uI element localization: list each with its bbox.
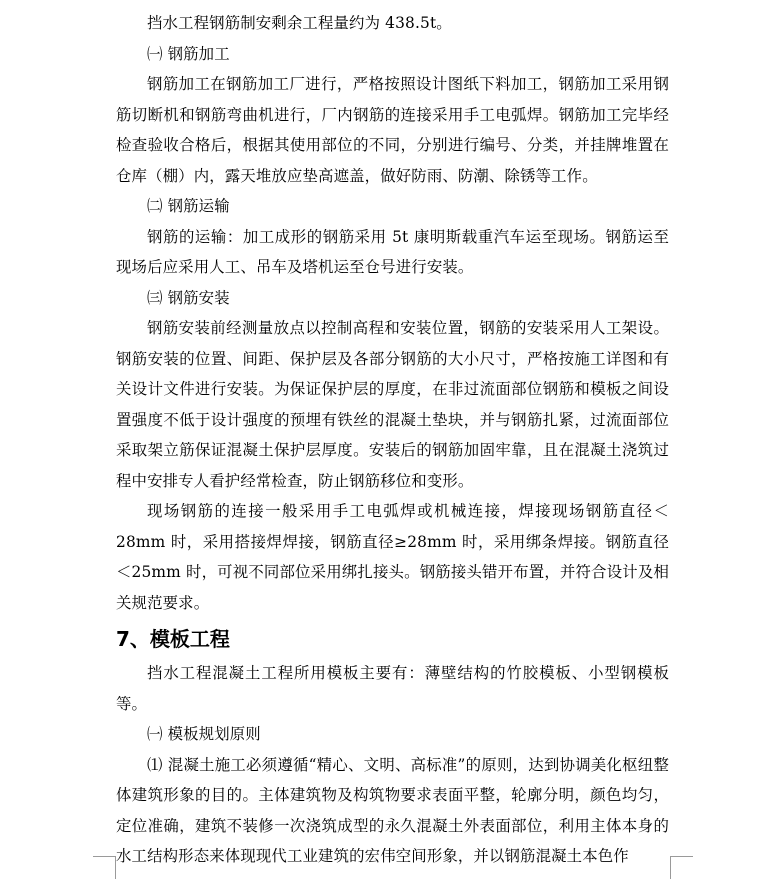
section-heading-formwork: 7、模板工程: [116, 627, 230, 651]
paragraph-formwork-principle-1: ⑴ 混凝土施工必须遵循“精心、文明、高标准”的原则，达到协调美化枢纽整体建筑形象的目的。主体建筑物及构筑物要求表面平整，轮廓分明，颜色均匀，定位准确，建筑不装修一次浇筑成型的永久混凝土外表面部位，利用主体本身的水工结构形态来体现现代工业建筑的宏伟空间形象，并以钢筋混凝土本色作: [116, 755, 669, 865]
subheading-rebar-transport: ㈡ 钢筋运输: [147, 197, 230, 215]
document-body: [116, 8, 669, 872]
subheading-rebar-installation: ㈢ 钢筋安装: [147, 288, 230, 307]
paragraph-rebar-transport: 钢筋的运输：加工成形的钢筋采用 5t 康明斯载重汽车运至现场。钢筋运至现场后应采用人工、吊车及塔机运至仓号进行安装。: [116, 227, 669, 276]
paragraph-rebar-quantity: 挡水工程钢筋制安剩余工程量约为 438.5t。: [147, 14, 452, 32]
paragraph-rebar-installation: 钢筋安装前经测量放点以控制高程和安装位置，钢筋的安装采用人工架设。钢筋安装的位置、间距、保护层及各部分钢筋的大小尺寸，严格按施工详图和有关设计文件进行安装。为保证保护层的厚度，在非过流面部位钢筋和模板之间设置强度不低于设计强度的预埋有铁丝的混凝土垫块，并与钢筋扎紧，过流面部位采取架立筋保证混凝土保护层厚度。安装后的钢筋加固牢靠，且在混凝土浇筑过程中安排专人看护经常检查，防止钢筋移位和变形。: [116, 319, 669, 490]
page-corner-mark-left: [93, 856, 116, 879]
paragraph-rebar-connection: 现场钢筋的连接一般采用手工电弧焊或机械连接，焊接现场钢筋直径＜28mm 时，采用搭接焊焊接，钢筋直径≥28mm 时，采用绑条焊接。钢筋直径＜25mm 时，可视不同部位采用绑扎接头。钢筋接头错开布置，并符合设计及相关规范要求。: [116, 502, 669, 612]
paragraph-formwork-types: 挡水工程混凝土工程所用模板主要有：薄壁结构的竹胶模板、小型钢模板等。: [116, 664, 669, 713]
subheading-rebar-processing: ㈠ 钢筋加工: [147, 44, 230, 63]
paragraph-rebar-processing: 钢筋加工在钢筋加工厂进行，严格按照设计图纸下料加工，钢筋加工采用钢筋切断机和钢筋弯曲机进行，厂内钢筋的连接采用手工电弧焊。钢筋加工完毕经检查验收合格后，根据其使用部位的不同，分别进行编号、分类，并挂牌堆置在仓库（棚）内，露天堆放应垫高遮盖，做好防雨、防潮、除锈等工作。: [116, 75, 669, 185]
subheading-formwork-principles: ㈠ 模板规划原则: [147, 725, 261, 743]
page-corner-mark-right: [670, 856, 693, 879]
